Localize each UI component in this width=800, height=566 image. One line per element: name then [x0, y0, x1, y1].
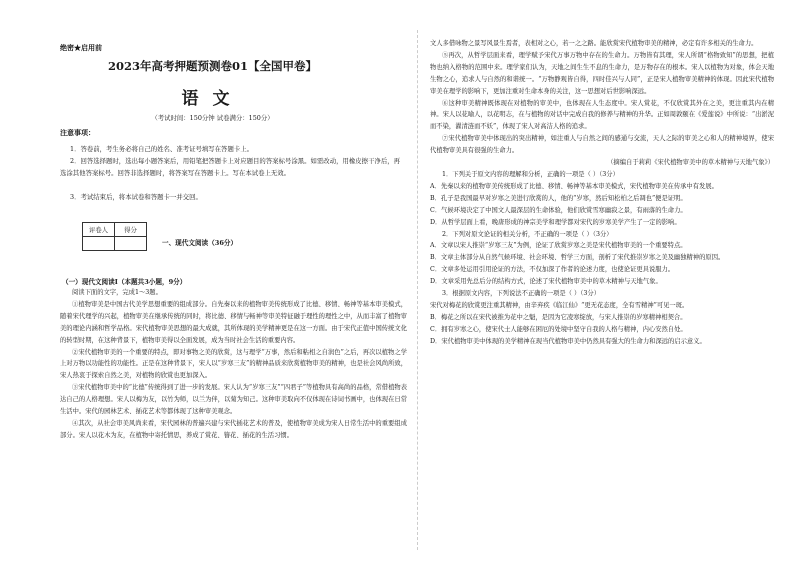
- question-stem: 3．根据原文内容，下列说法不正确的一项是（ ）（3分）: [442, 290, 600, 298]
- paragraph: ④其次，从社会审美风尚来看，宋代园林的普遍兴建与宋代插花艺术的普及，使植物审美成为宋人日常生活中的重要组成部分。宋人以花木为友，在植物中寄托情思，养成了赏花、簪花、插花的生活习惯。: [60, 419, 407, 439]
- exam-title: 2023年高考押题预测卷01【全国甲卷】: [107, 59, 317, 73]
- paragraph: ⑥这种审美精神既体现在对植物的审美中，也体现在人生态度中。宋人赏花，不仅欣赏其外在之美，更注重其内在精神。宋人以花喻人，以花明志，在与植物的对话中完成自我的修养与精神的升华。正如周敦颐在《爱莲说》中所说：“出淤泥而不染，濯清涟而不妖”，体现了宋人对高洁人格的追求。: [430, 99, 774, 131]
- note-item: 1．答卷前，考生务必将自己的姓名、准考证号填写在答题卡上。: [70, 145, 254, 153]
- question-stem: 2．下列对原文论证的相关分析，不正确的一项是（ ）（3分）: [442, 230, 613, 238]
- paragraph: ①植物审美是中国古代美学思想重要的组成部分。自先秦以来的植物审美传统形成了比德、移情、畅神等基本审美模式，随着宋代理学的兴起，植物审美在继承传统的同时，将比德、移情与畅神等审美特征融于理性的理性之中，从而丰富了植物审美的理论内涵和哲学品格。宋代植物审美思想的最大成就，其所体现的美学精神更是在这一方面。由于宋代正值中国传统文化的转型时期，在这种背景下，植物审美得以全面发展，成为当时社会生活的重要内容。: [60, 300, 407, 344]
- grader-label: 评卷人: [83, 223, 115, 237]
- note-item: 2．回答选择题时，选出每小题答案后，用铅笔把答题卡上对应题目的答案标号涂黑。如需改动，用橡皮擦干净后，再选涂其他答案标号。回答非选择题时，将答案写在答题卡上。写在本试卷上无效。: [60, 157, 400, 177]
- question-option: C．拥有岁寒之心，使宋代士人能够在困厄的处境中坚守自我的人格与精神，内心安然自处。: [430, 325, 687, 333]
- notes-heading: 注意事项：: [60, 128, 95, 137]
- question-option: B．孔子是我国最早对岁寒之美进行欣赏的人，他的“岁寒，然后知松柏之后凋也”便是证明。: [430, 194, 687, 202]
- question-option: 宋代对梅花的欣赏更注重其精神，由辛弃疾《临江仙》“更无花态度，全有雪精神”可见一斑。: [430, 301, 689, 309]
- question-option: A．文章以宋人推崇“岁寒三友”为例，论证了欣赏岁寒之美是宋代植物审美的一个重要特点。: [430, 242, 687, 250]
- citation: （摘编自于莉莉《宋代植物审美中的草木精神与天地气象》）: [607, 159, 774, 167]
- question-option: C．文章多处运用引用论证的方法，不仅加深了作者的论述力度，也使论证更具说服力。: [430, 266, 675, 274]
- question-option: B．文章主体部分从自然气候环境、社会环境、哲学三方面，剖析了宋代推崇岁寒之美及幽独精神的原因。: [430, 254, 725, 262]
- paragraph: 文人多借咏物之景写风景生焉者，表相对之心，若一之之路。能欣赏宋代植物审美的精神，必定有许多相关的生命力。: [430, 40, 758, 47]
- exam-meta: （考试时间：150分钟 试卷满分：150分）: [151, 114, 274, 122]
- score-label: 得分: [115, 223, 147, 237]
- note-item: 3．考试结束后，将本试卷和答题卡一并交回。: [70, 193, 202, 201]
- paragraph: ③宋代植物审美中的“比德”传统得到了进一步的发展。宋人认为“岁寒三友”“四君子”等植物具有高尚的品格，常借植物表达自己的人格理想。宋人以梅为友，以竹为师，以兰为伴，以菊为知己。这种审美取向不仅体现在诗词书画中，也体现在日常生活中。宋代的园林艺术、插花艺术等都体现了这种审美观念。: [60, 384, 407, 416]
- paragraph: ⑦宋代植物审美中体现出的突出精神，如注重人与自然之间的感通与交流，天人之际的审美之心和人的精神境界，使宋代植物审美具有很强的生命力。: [430, 135, 774, 155]
- question-option: D．宋代植物审美中体现的美学精神在现当代植物审美中仍然具有强大的生命力和深远的启示意义。: [430, 337, 706, 345]
- confidential-mark: 绝密★启用前: [60, 43, 102, 52]
- subsection-title: （一）现代文阅读Ⅰ（本题共3小题，9分）: [62, 278, 187, 286]
- question-stem: 1．下列关于原文内容的理解和分析，正确的一项是（ ）（3分）: [442, 170, 619, 178]
- left-column-body: [60, 287, 407, 442]
- question-option: B．梅花之所以在宋代被推为花中之魁，是因为它凌寒绽放，与宋人推崇的岁寒精神相契合。: [430, 313, 687, 321]
- section-title: 一、现代文阅读（36分）: [162, 239, 238, 247]
- intro-text: 阅读下面的文字，完成1～3题。: [72, 289, 162, 296]
- score-cell: [115, 237, 147, 251]
- question-option: A．先秦以来的植物审美传统形成了比德、移情、畅神等基本审美模式，宋代植物审美在传承中有发展。: [430, 182, 718, 190]
- score-table: [82, 222, 147, 251]
- paragraph: ②宋代植物审美的一个重要的特点，即对事物之美的欣赏，这与理学“万事，然后和粘相之自润色”之后，再次以植物之学上对万物以功能性的功能性。正是在这种背景下，宋人以“岁寒三友”的精神品质来欣赏植物审美的精神，也是社会风尚所致，宋人热衷于探索自然之美，对植物的欣赏也更加深入。: [60, 348, 407, 380]
- subject-title: 语文: [181, 89, 244, 109]
- question-option: D．文章采用先总后分的结构方式，论述了宋代植物审美中的草木精神与天地气象。: [430, 278, 662, 286]
- grader-cell: [83, 237, 115, 251]
- right-column-body: [430, 38, 774, 348]
- question-option: C．气候环境决定了中国文人最深层的生命体验，他们欣赏雪寒幽寂之景，有雨落的生命力。: [430, 206, 687, 214]
- question-option: D．从哲学层面上看，晚唐形成的神宗美学和理学都对宋代的岁寒美学产生了一定的影响。: [430, 218, 681, 226]
- paragraph: ⑤再次，从哲学层面来看，理学赋予宋代万事万物中存在的生命力。万物皆有其理，宋人所谓“格物致知”的思想，把植物也纳入格物的范围中来。理学家们认为，天地之间生生不息的生命力，是万物存在的根本。宋人以植物为对象，体会天地生物之心，追求人与自然的和谐统一。“万物静观皆自得，四时佳兴与人同”，正是宋人植物审美精神的体现。因此宋代植物审美在理学的影响下，更加注重对生命本身的关注，这一思想对后世影响深远。: [430, 51, 774, 95]
